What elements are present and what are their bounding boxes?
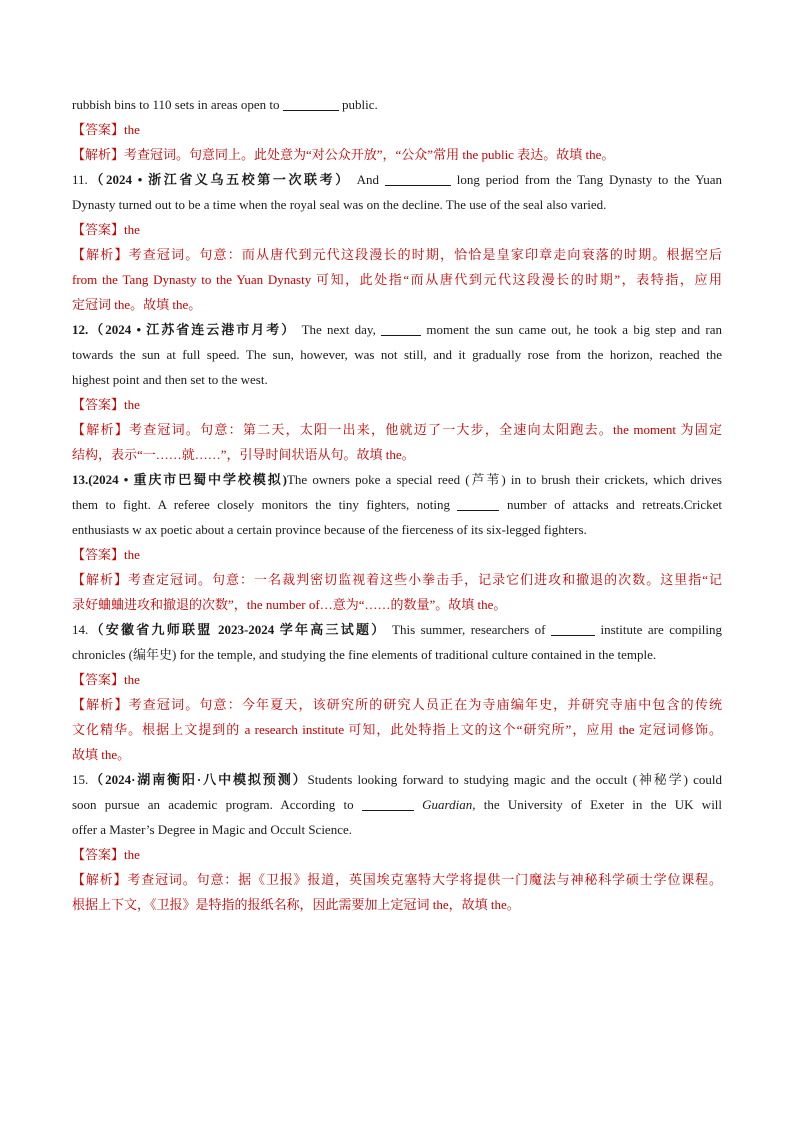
q15-stem-line-1: 15.（2024·湖南衡阳·八中模拟预测）Students looking forward to studying magic and the occult (神秘学) could xyxy=(72,772,722,787)
q13-stem-line-3: enthusiasts w ax poetic about a certain province because of the fierceness of its six-legged fighters. xyxy=(72,522,587,537)
q14-analysis-line-3: 故填 the。 xyxy=(72,747,131,762)
q11-analysis-line-2: from the Tang Dynasty to the Yuan Dynasty 可知，此处指“而从唐代到元代这段漫长的时期”，表特指，应用 xyxy=(72,272,722,287)
q12-answer: 【答案】the xyxy=(72,397,140,412)
q13-answer: 【答案】the xyxy=(72,547,140,562)
q11-source: （2024 • 浙江省义乌五校第一次联考） xyxy=(87,172,351,187)
answer-blank xyxy=(381,321,421,336)
answer-blank xyxy=(551,621,595,636)
answer-blank xyxy=(362,796,414,811)
document-page xyxy=(72,92,722,917)
answer-blank xyxy=(283,96,339,111)
q13-source: (2024 • 重庆市巴蜀中学校模拟) xyxy=(88,472,287,487)
q12-analysis-line-1: 【解析】考查冠词。句意：第二天，太阳一出来，他就迈了一大步，全速向太阳跑去。the moment 为固定 xyxy=(72,422,722,437)
q14-stem-line-1: 14.（安徽省九师联盟 2023-2024 学年高三试题） This summer, researchers of institute are compiling xyxy=(72,622,722,637)
q13-analysis-line-2: 录好蛐蛐进攻和撤退的次数”，the number of…意为“……的数量”。故填 the。 xyxy=(72,597,507,612)
q12-stem-line-2: towards the sun at full speed. The sun, however, was not still, and it gradually rose from the horizon, reached the xyxy=(72,347,722,362)
q11-stem-line-1: 11.（2024 • 浙江省义乌五校第一次联考） And long period from the Tang Dynasty to the Yuan xyxy=(72,172,723,187)
q15-analysis-line-1: 【解析】考查冠词。句意：据《卫报》报道，英国埃克塞特大学将提供一门魔法与神秘科学硕士学位课程。 xyxy=(72,872,722,887)
q11-analysis-line-3: 定冠词 the。故填 the。 xyxy=(72,297,202,312)
q14-answer: 【答案】the xyxy=(72,672,140,687)
q14-source: （安徽省九师联盟 2023-2024 学年高三试题） xyxy=(88,622,387,637)
q12-analysis-line-2: 结构，表示“一……就……”，引导时间状语从句。故填 the。 xyxy=(72,447,415,462)
q10-answer: 【答案】the xyxy=(72,122,140,137)
q13-analysis-line-1: 【解析】考查定冠词。句意：一名裁判密切监视着这些小拳击手，记录它们进攻和撤退的次数。这里指“记 xyxy=(72,572,722,587)
q15-source: （2024·湖南衡阳·八中模拟预测） xyxy=(88,772,308,787)
q11-stem-line-2: Dynasty turned out to be a time when the royal seal was on the decline. The use of the seal also varied. xyxy=(72,197,607,212)
q14-stem-line-2: chronicles (编年史) for the temple, and studying the fine elements of traditional culture contained in the temple. xyxy=(72,647,657,662)
q15-stem-line-3: offer a Master’s Degree in Magic and Occult Science. xyxy=(72,822,352,837)
q12-source: （2024 • 江苏省连云港市月考） xyxy=(88,322,297,337)
q12-stem-line-1: 12.（2024 • 江苏省连云港市月考） The next day, moment the sun came out, he took a big step and ran xyxy=(72,322,722,337)
q14-analysis-line-1: 【解析】考查冠词。句意：今年夏天，该研究所的研究人员正在为寺庙编年史，并研究寺庙中包含的传统 xyxy=(72,697,722,712)
q11-answer: 【答案】the xyxy=(72,222,140,237)
q14-analysis-line-2: 文化精华。根据上文提到的 a research institute 可知，此处特指上文的这个“研究所”，应用 the 定冠词修饰。 xyxy=(72,722,722,737)
q10-stem-line-1: rubbish bins to 110 sets in areas open to public. xyxy=(72,97,378,112)
q15-analysis-line-2: 根据上下文，《卫报》是特指的报纸名称，因此需要加上定冠词 the，故填 the。 xyxy=(72,897,520,912)
q15-stem-line-2: soon pursue an academic program. According to Guardian, the University of Exeter in the UK will xyxy=(72,797,723,812)
q13-stem-line-2: them to fight. A referee closely monitors the tiny fighters, noting number of attacks and retreats.Cricket xyxy=(72,497,723,512)
q12-stem-line-3: highest point and then set to the west. xyxy=(72,372,268,387)
q15-answer: 【答案】the xyxy=(72,847,140,862)
answer-blank xyxy=(457,496,499,511)
q10-analysis-line-1: 【解析】考查冠词。句意同上。此处意为“对公众开放”，“公众”常用 the public 表达。故填 the。 xyxy=(72,147,615,162)
answer-blank xyxy=(385,171,451,186)
q13-stem-line-1: 13.(2024 • 重庆市巴蜀中学校模拟)The owners poke a special reed (芦苇) in to brush their crickets, which drives xyxy=(72,472,722,487)
q11-analysis-line-1: 【解析】考查冠词。句意：而从唐代到元代这段漫长的时期，恰恰是皇家印章走向衰落的时期。根据空后 xyxy=(72,247,722,262)
